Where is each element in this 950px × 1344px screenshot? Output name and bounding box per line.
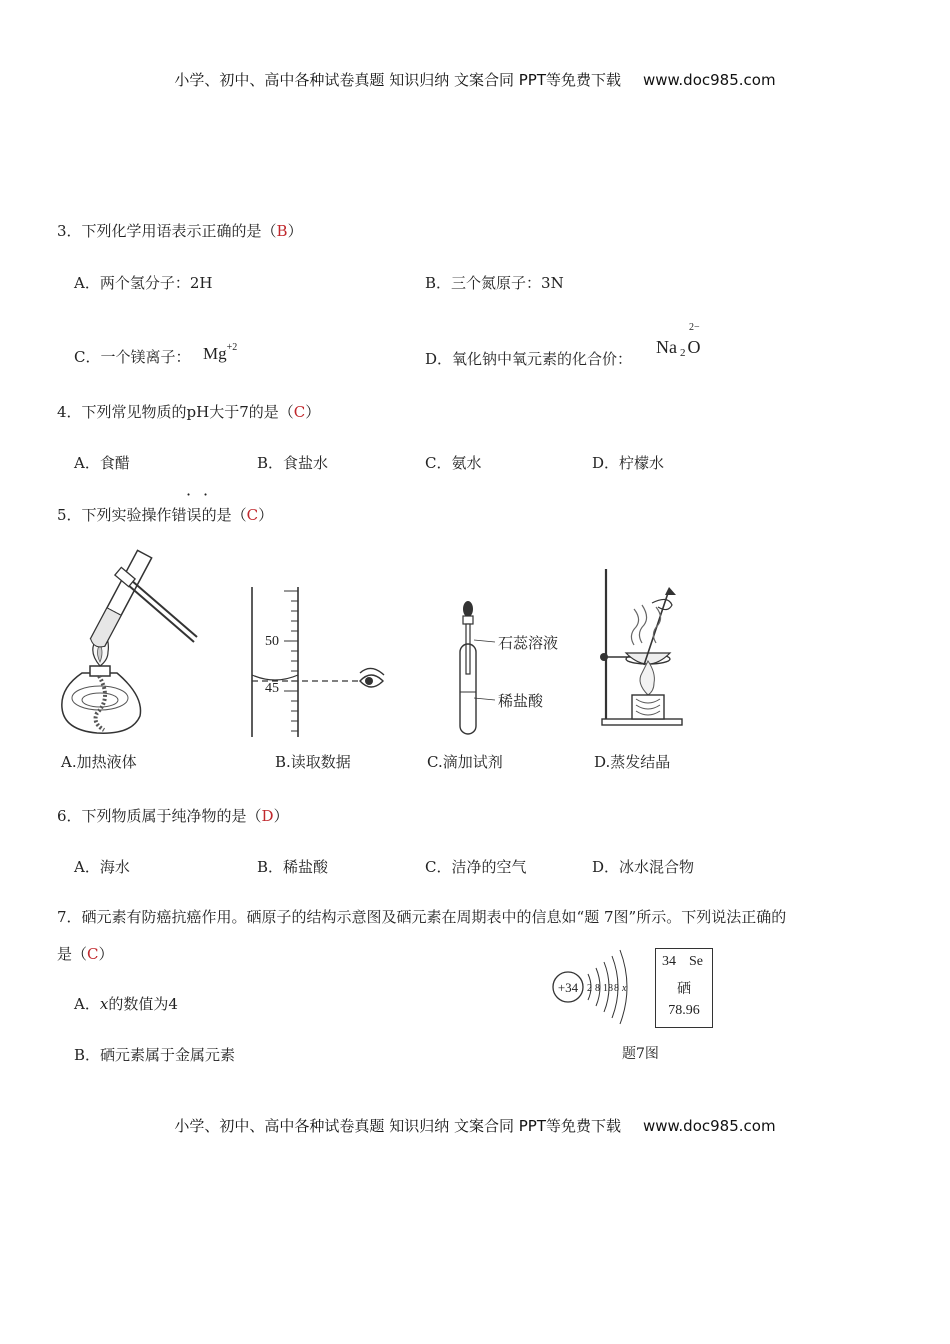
footer-text: 小学、初中、高中各种试卷真题 知识归纳 文案合同 PPT等免费下载 [174, 1117, 621, 1135]
q4-option-a: A．食醋 [74, 454, 130, 472]
q5-stem-emphasis: 错误 [171, 506, 202, 524]
fig-d-caption: D.蒸发结晶 [594, 753, 671, 771]
scale-label-45: 45 [265, 681, 279, 696]
q3-stem: 3．下列化学用语表示正确的是（B） [57, 222, 303, 240]
q4-option-d: D．柠檬水 [592, 454, 665, 472]
q3-option-c: C．一个镁离子： [74, 348, 191, 366]
nucleus-charge: +34 [557, 980, 579, 995]
q6-option-d: D．冰水混合物 [592, 858, 695, 876]
emphasis-dot: · [186, 485, 192, 504]
element-symbol: Se [689, 954, 703, 969]
q4-answer: C [293, 403, 306, 421]
q6-answer: D [261, 807, 274, 825]
q6-option-c: C．洁净的空气 [425, 858, 527, 876]
element-name: 硒 [677, 982, 691, 997]
fig-a-caption: A.加热液体 [61, 753, 137, 771]
shell-electrons: x [622, 983, 627, 994]
q7-stem-line2: 是（C） [57, 945, 114, 963]
footer-url[interactable]: www.doc985.com [642, 1117, 776, 1135]
dropping-reagent-figure [440, 600, 590, 740]
element-mass: 78.96 [668, 1003, 700, 1018]
emphasis-dot: · [203, 485, 209, 504]
q3-answer: B [276, 222, 288, 240]
shell-electrons: 8 [614, 983, 619, 994]
q7-option-a: A．x的数值为4 [74, 995, 178, 1013]
q3-d-valence: 2− [689, 322, 700, 333]
scale-label-50: 50 [265, 634, 279, 649]
periodic-table-cell [655, 948, 713, 1028]
q6-option-a: A．海水 [74, 858, 130, 876]
q3-d-formula: Na $_2$ O [656, 337, 701, 359]
q3-c-formula: $Mg^{+2}$ [203, 342, 238, 363]
header-url[interactable]: www.doc985.com [642, 71, 776, 89]
q7-stem-line1: 7．硒元素有防癌抗癌作用。硒原子的结构示意图及硒元素在周期表中的信息如“题 7图”所示。下列说法正确的 [57, 908, 787, 926]
q4-stem: 4．下列常见物质的pH大于7的是（C） [57, 403, 321, 421]
q3-option-b: B．三个氮原子：3N [425, 274, 564, 292]
q4-option-c: C．氨水 [425, 454, 482, 472]
fig-b-caption: B.读取数据 [275, 753, 351, 771]
q3-option-a: A．两个氢分子：2H [74, 274, 213, 292]
shell-electrons: 2 [587, 983, 592, 994]
q7-option-b: B．硒元素属于金属元素 [74, 1046, 236, 1064]
shell-electrons: 8 [595, 983, 600, 994]
shell-electrons: 18 [603, 983, 613, 994]
q7-variable-x: x [99, 995, 109, 1013]
q4-option-b: B．食盐水 [257, 454, 329, 472]
q5-stem: 5．下列实验操作错误的是（C） [57, 506, 274, 524]
q3-c-charge: +2 [226, 342, 238, 353]
q6-stem: 6．下列物质属于纯净物的是（D） [57, 807, 289, 825]
reading-cylinder-figure [240, 585, 390, 740]
label-dilute-acid: 稀盐酸 [498, 694, 544, 710]
element-number: 34 [662, 954, 676, 969]
label-litmus: 石蕊溶液 [498, 636, 559, 652]
atom-structure-diagram [548, 946, 648, 1030]
q5-answer: C [246, 506, 259, 524]
fig-c-caption: C.滴加试剂 [427, 753, 503, 771]
page-footer [0, 1115, 950, 1136]
heating-liquid-figure [52, 548, 202, 743]
page-header [0, 69, 950, 90]
evaporation-figure [590, 565, 700, 730]
q7-answer: C [87, 945, 99, 963]
q6-option-b: B．稀盐酸 [257, 858, 329, 876]
q3-option-d: D．氧化钠中氧元素的化合价： [425, 350, 633, 368]
header-text: 小学、初中、高中各种试卷真题 知识归纳 文案合同 PPT等免费下载 [174, 71, 621, 89]
figure-7-caption: 题7图 [622, 1046, 659, 1062]
